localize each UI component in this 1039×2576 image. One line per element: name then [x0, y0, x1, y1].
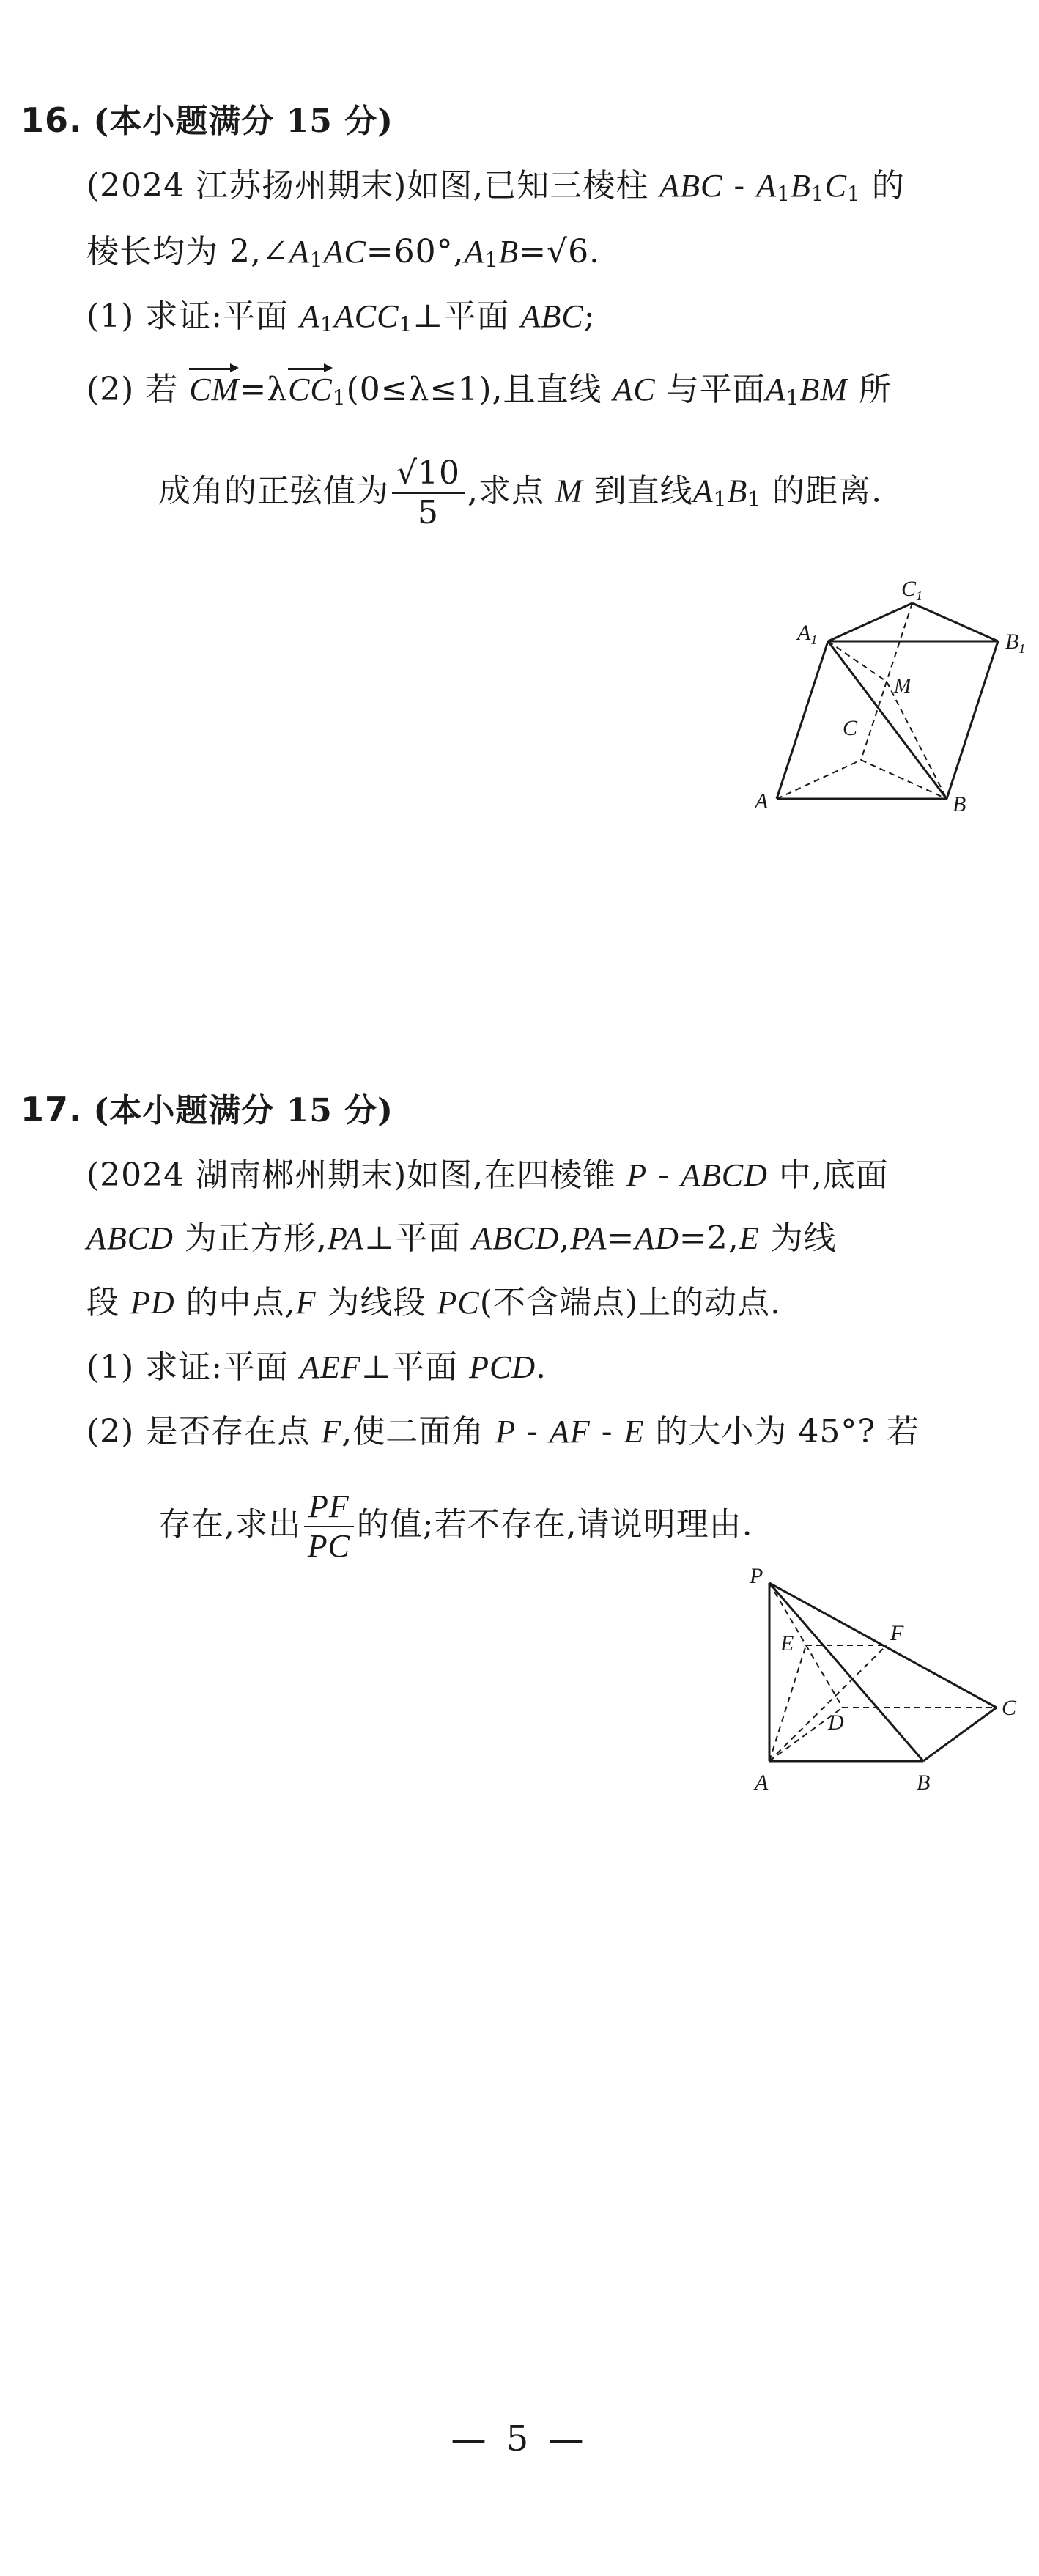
- text-segment: .: [536, 1348, 547, 1386]
- segment-a1-m-hidden: [828, 641, 887, 682]
- angle-symbol: ∠: [261, 233, 289, 270]
- label-a: A: [755, 1771, 769, 1795]
- vector-cm: CM: [189, 369, 239, 410]
- text-segment: 平面: [223, 298, 289, 335]
- text-segment: =2,: [679, 1219, 739, 1257]
- problem-16-part-1: (1) 求证:平面 $A_1ACC_1\perp$平面 ABC;: [86, 298, 596, 336]
- text-segment: 为线段: [327, 1284, 426, 1321]
- text-segment: 段: [86, 1284, 119, 1321]
- text-segment: =λ: [239, 371, 289, 408]
- problem-number: 17.: [21, 1090, 83, 1129]
- edge-c1-b1: [912, 603, 998, 641]
- segment-m-b-hidden: [887, 682, 947, 799]
- problem-17-line-3: 段 PD 的中点,F 为线段 PC(不含端点)上的动点.: [86, 1284, 782, 1321]
- part-label: (2) 若: [86, 371, 179, 408]
- text-segment: (0≤λ≤1),且直线: [346, 371, 602, 408]
- edge-a1-c1: [828, 603, 912, 641]
- text-segment: (不含端点)上的动点.: [479, 1284, 782, 1321]
- text-segment: 的中点,: [185, 1284, 296, 1321]
- text-segment: 平面: [395, 1219, 462, 1257]
- label-b1: $B_1$: [1005, 630, 1026, 656]
- problem-score: (本小题满分 15 分): [93, 1092, 394, 1129]
- label-b: B: [917, 1771, 931, 1795]
- fraction-pf-over-pc: [304, 1488, 354, 1565]
- label-f: F: [890, 1621, 904, 1645]
- perp-symbol: ⊥: [413, 298, 444, 335]
- text-segment: 平面: [443, 298, 510, 335]
- edge-p-b: [769, 1583, 923, 1761]
- text-segment: 平面: [223, 1348, 289, 1386]
- fraction-denominator: 5: [418, 494, 440, 531]
- label-c: C: [1002, 1696, 1017, 1720]
- edge-a1-a: [777, 641, 828, 799]
- vector-cc1: CC: [288, 369, 333, 410]
- text-segment: =√6.: [519, 233, 601, 270]
- fraction-denominator: PC: [307, 1528, 350, 1564]
- problem-number: 16.: [21, 100, 83, 140]
- figure-16-prism-diagram: [755, 546, 1033, 824]
- edge-b-c: [923, 1708, 997, 1761]
- problem-17-header: [21, 1089, 393, 1132]
- label-c1: $C_1$: [901, 577, 923, 603]
- text-segment: 为线: [770, 1219, 837, 1257]
- text-segment: 为正方形,: [184, 1219, 328, 1257]
- label-p: P: [750, 1568, 763, 1588]
- label-b: B: [953, 792, 966, 816]
- problem-score: (本小题满分 15 分): [93, 103, 394, 140]
- problem-16-line-1: (2024 江苏扬州期末)如图,已知三棱柱 ABC - $A_1B_1C_1$ 的: [86, 167, 905, 206]
- problem-16-line-2: 棱长均为 $2,\angle A_1AC=60^\circ,A_1B=√6$.: [86, 233, 601, 272]
- problem-17-line-1: (2024 湖南郴州期末)如图,在四棱锥 P - ABCD 中,底面: [86, 1156, 889, 1194]
- text-segment: 所: [859, 371, 892, 408]
- text-segment: ,求点: [467, 472, 545, 510]
- text-segment: 到直线: [594, 472, 693, 510]
- text-segment: ;: [583, 298, 596, 335]
- problem-16-header: [21, 100, 393, 142]
- text-segment: 的距离.: [772, 472, 883, 510]
- text-segment: 平面: [392, 1348, 459, 1386]
- page-number: — 5 —: [451, 2418, 588, 2459]
- edge-a-c-hidden: [777, 760, 861, 799]
- edge-c-b-hidden: [861, 760, 947, 799]
- text-segment: 中,底面: [778, 1156, 889, 1194]
- segment-a-f-hidden: [769, 1645, 887, 1761]
- source-note: (2024 湖南郴州期末): [86, 1156, 407, 1194]
- fraction-numerator: PF: [304, 1488, 354, 1527]
- fraction-sqrt10-over-5: [392, 454, 465, 532]
- label-c: C: [843, 716, 858, 740]
- part-label: (1) 求证:: [86, 298, 223, 335]
- label-d: D: [828, 1710, 844, 1735]
- source-note: (2024 江苏扬州期末): [86, 167, 407, 204]
- figure-17-pyramid-diagram: [736, 1568, 1029, 1810]
- text-segment: ,使二面角: [341, 1413, 485, 1450]
- text-segment: 的大小为 45°? 若: [655, 1413, 920, 1450]
- problem-16-part-2-line-2: 成角的正弦值为 $\frac{√10}{5}$ ,求点 M 到直线$A_1B_1$ 的距离.: [158, 454, 883, 531]
- problem-17-part-1: (1) 求证:平面 AEF⊥平面 PCD.: [86, 1348, 547, 1386]
- text-segment: 存在,求出: [158, 1505, 301, 1543]
- problem-17-part-2: (2) 是否存在点 F,使二面角 P - AF - E 的大小为 45°? 若: [86, 1413, 920, 1450]
- label-m: M: [894, 675, 912, 698]
- text-segment: 的值;若不存在,请说明理由.: [356, 1505, 753, 1543]
- text-segment: 棱长均为 2,: [86, 233, 262, 270]
- label-a1: $A_1$: [797, 621, 818, 647]
- part-label: (1) 求证:: [86, 1348, 223, 1386]
- problem-17-part-2-line-2: [158, 1488, 753, 1565]
- text-segment: =60°,: [366, 233, 465, 270]
- part-label: (2) 是否存在点: [86, 1413, 311, 1450]
- text-segment: 与平面: [666, 371, 766, 408]
- problem-17-line-2: ABCD 为正方形,PA⊥平面 ABCD,PA=AD=2,E 为线: [86, 1219, 837, 1257]
- edge-b1-b: [947, 641, 998, 799]
- label-e: E: [780, 1631, 794, 1656]
- fraction-numerator: √10: [392, 454, 465, 494]
- text-segment: 如图,已知三棱柱: [407, 167, 649, 204]
- text-segment: 如图,在四棱锥: [407, 1156, 616, 1194]
- text-segment: 成角的正弦值为: [158, 472, 389, 510]
- problem-16-part-2: (2) 若 CM=λCC$_1$(0≤λ≤1),且直线 AC 与平面$A_1BM$ 所: [86, 371, 892, 410]
- label-a: A: [755, 789, 769, 813]
